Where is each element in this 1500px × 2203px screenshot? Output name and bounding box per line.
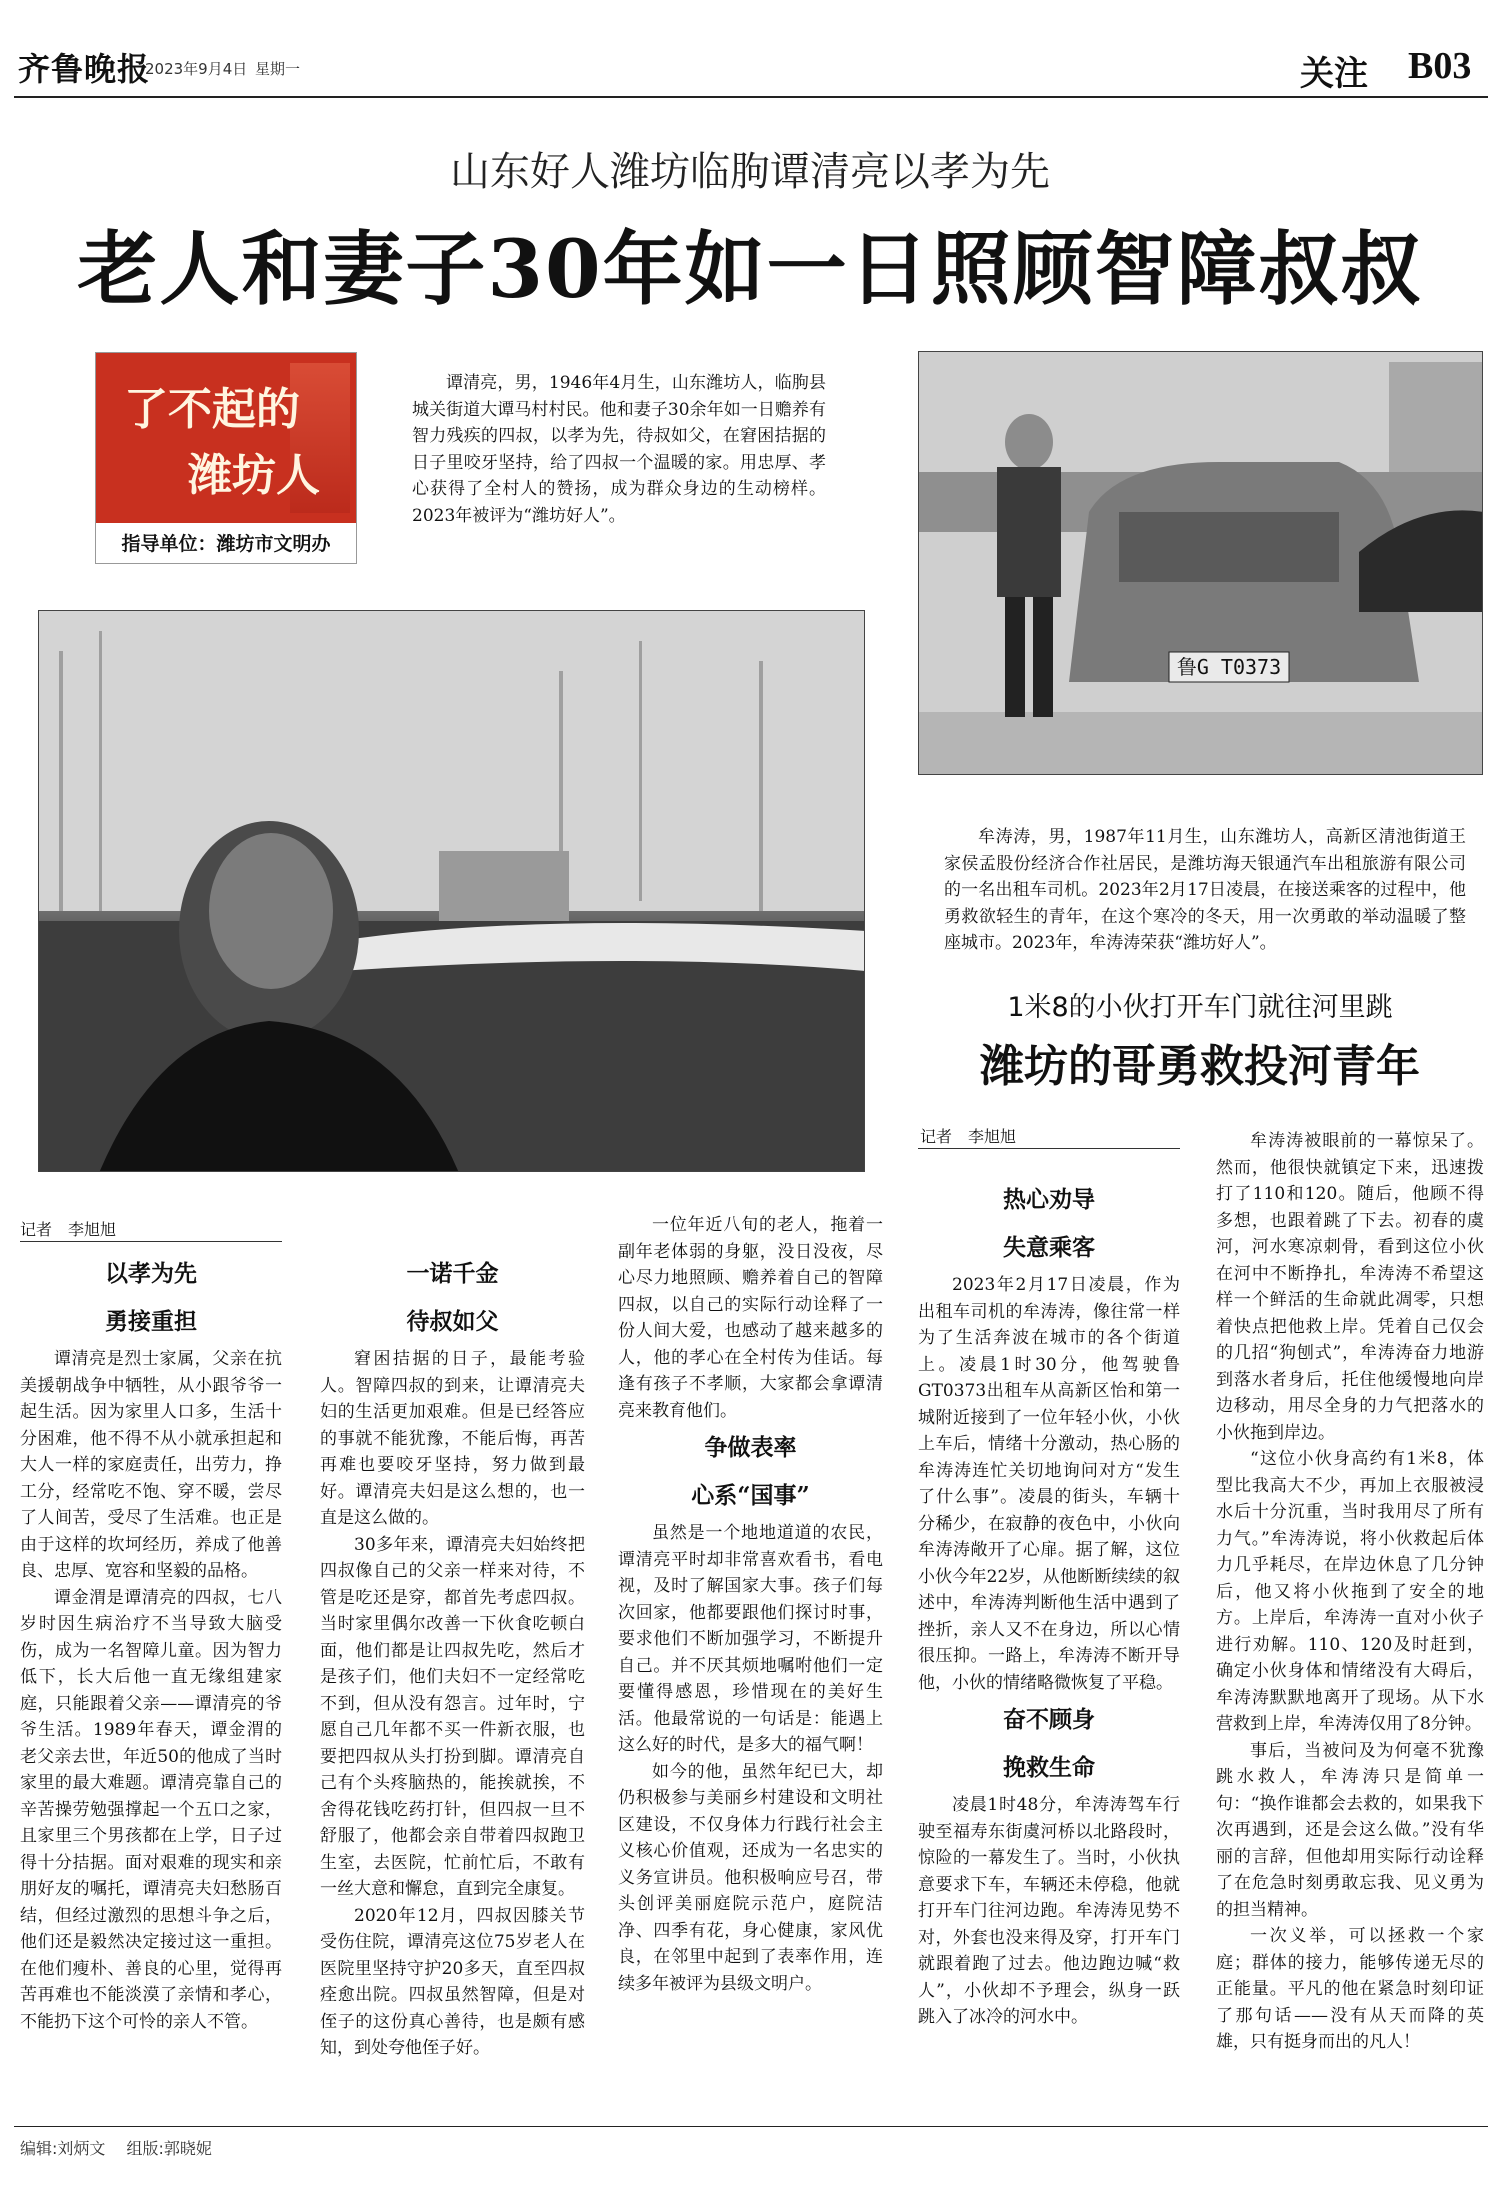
subhead: 一诺千金 xyxy=(406,1260,499,1287)
masthead-logo: 齐鲁晚报 xyxy=(18,50,151,88)
story1-byline-rule xyxy=(20,1241,282,1242)
paragraph: 2020年12月，四叔因膝关节受伤住院，谭清亮这位75岁老人在医院里坚持守护20多天，直至四叔痊愈出院。四叔虽然智障，但是对侄子的这份真心善待，也是颇有感知，到处夸他侄子好。 xyxy=(320,1905,585,2058)
subhead: 挽救生命 xyxy=(1003,1754,1095,1781)
section-name: 关注 xyxy=(1300,54,1368,94)
paragraph: 谭金渭是谭清亮的四叔，七八岁时因生病治疗不当导致大脑受伤，成为一名智障儿童。因为智力低下，长大后他一直无缘组建家庭，只能跟着父亲——谭清亮的爷爷生活。1989年春天，谭金渭的老父亲去世，年近50的他成了当时家里的最大难题。谭清亮靠自己的辛苦操劳勉强撑起一个五口之家，且家里三个男孩都在上学，日子过得十分拮据。面对艰难的现实和亲朋好友的嘱托，谭清亮夫妇愁肠百结，但经过激烈的思想斗争之后，他们还是毅然决定接过这一重担。在他们瘦朴、善良的心里，觉得再苦再难也不能淡漠了亲情和孝心，不能扔下这个可怜的亲人不管。 xyxy=(20,1587,282,2032)
paragraph: 如今的他，虽然年纪已大，却仍积极参与美丽乡村建设和文明社区建设，不仅身体力行践行社会主义核心价值观，还成为一名忠实的义务宣讲员。他积极响应号召，带头创评美丽庭院示范户，庭院洁净、四季有花，身心健康，家风优良，在邻里中起到了表率作用，连续多年被评为县级文明户。 xyxy=(618,1761,883,1994)
story1-column-2 xyxy=(320,1250,585,2062)
story2-photo-illustration xyxy=(919,352,1483,775)
story1-photo-illustration xyxy=(39,611,865,1172)
story2-column-1 xyxy=(918,1176,1180,2031)
story2-kicker: 1米8的小伙打开车门就往河里跳 xyxy=(1007,992,1393,1023)
footer-rule xyxy=(14,2126,1488,2127)
paragraph: 窘困拮据的日子，最能考验人。智障四叔的到来，让谭清亮夫妇的生活更加艰难。但是已经答应的事就不能犹豫，不能后悔，再苦再难也要咬牙坚持，努力做到最好。谭清亮夫妇是这么想的，也一直是这么做的。 xyxy=(320,1349,585,1528)
paragraph: 一次义举，可以拯救一个家庭；群体的接力，能够传递无尽的正能量。平凡的他在紧急时刻印证了那句话——没有从天而降的英雄，只有挺身而出的凡人！ xyxy=(1216,1926,1484,2052)
footer-editor: 编辑:刘炳文 xyxy=(20,2139,106,2158)
issue-weekday: 星期一 xyxy=(255,60,301,78)
story2-column-2 xyxy=(1216,1128,1484,2056)
story1-headline: 老人和妻子30年如一日照顾智障叔叔 xyxy=(77,222,1423,316)
story1-column-3 xyxy=(618,1212,883,1997)
subhead: 勇接重担 xyxy=(105,1308,197,1335)
story2-headline: 潍坊的哥勇救投河青年 xyxy=(980,1041,1420,1092)
subhead: 心系“国事” xyxy=(691,1482,810,1509)
subhead: 热心劝导 xyxy=(1003,1186,1095,1213)
story2-intro: 牟涛涛，男，1987年11月生，山东潍坊人，高新区清池街道王家侯孟股份经济合作社居民，是潍坊海天银通汽车出租旅游有限公司的一名出租车司机。2023年2月17日凌晨，在接送乘客的过程中，他勇救欲轻生的青年，在这个寒冷的冬天，用一次勇敢的举动温暖了整座城市。2023年，牟涛涛荣获“潍坊好人”。 xyxy=(944,827,1466,953)
story2-byline: 记者 李旭旭 xyxy=(920,1127,1017,1146)
paragraph: 虽然是一个地地道道的农民，谭清亮平时却非常喜欢看书，看电视，及时了解国家大事。孩子们每次回家，他都要跟他们探讨时事，要求他们不断加强学习，不断提升自己。并不厌其烦地嘱咐他们一定要懂得感恩，珍惜现在的美好生活。他最常说的一句话是：能遇上这么好的时代，是多大的福气啊！ xyxy=(618,1523,883,1755)
issue-date: 2023年9月4日 xyxy=(145,60,248,78)
paragraph: “这位小伙身高约有1米8，体型比我高大不少，再加上衣服被浸水后十分沉重，当时我用尽了所有力气。”牟涛涛说，将小伙救起后体力几乎耗尽，在岸边休息了几分钟后，他又将小伙拖到了安全的地方。上岸后，牟涛涛一直对小伙子进行劝解。110、120及时赶到，确定小伙身体和情绪没有大碍后，牟涛涛默默地离开了现场。从下水营救到上岸，牟涛涛仅用了8分钟。 xyxy=(1216,1449,1484,1734)
story1-kicker: 山东好人潍坊临朐谭清亮以孝为先 xyxy=(450,149,1050,195)
badge-title-line1: 了不起的 xyxy=(124,384,300,435)
paragraph: 凌晨1时48分，牟涛涛驾车行驶至福寿东街虞河桥以北路段时，惊险的一幕发生了。当时，小伙执意要求下车，车辆还未停稳，他就打开车门往河边跑。牟涛涛见势不对，外套也没来得及穿，打开车门就跟着跑了过去。他边跑边喊“救人”，小伙却不予理会，纵身一跃跳入了冰冷的河水中。 xyxy=(918,1795,1180,2027)
page-footer xyxy=(20,2136,212,2159)
footer-designer: 组版:郭晓妮 xyxy=(126,2139,212,2158)
paragraph: 事后，当被问及为何毫不犹豫跳水救人，牟涛涛只是简单一句：“换作谁都会去救的，如果我下次再遇到，还是会这么做。”没有华丽的言辞，但他却用实际行动诠释了在危急时刻勇敢忘我、见义勇为的担当精神。 xyxy=(1216,1740,1484,1920)
license-plate: 鲁G T0373 xyxy=(1176,655,1282,679)
badge-title-line2: 潍坊人 xyxy=(188,450,320,501)
header-rule xyxy=(14,96,1488,98)
story1-byline: 记者 李旭旭 xyxy=(20,1220,117,1239)
paragraph: 谭清亮是烈士家属，父亲在抗美援朝战争中牺牲，从小跟爷爷一起生活。因为家里人口多，生活十分困难，他不得不从小就承担起和大人一样的家庭责任，出劳力，挣工分，经常吃不饱、穿不暖，尝尽了人间苦，受尽了生活难。也正是由于这样的坎坷经历，养成了他善良、忠厚、宽容和坚毅的品格。 xyxy=(20,1349,282,1581)
paragraph: 30多年来，谭清亮夫妇始终把四叔像自己的父亲一样来对待，不管是吃还是穿，都首先考虑四叔。当时家里偶尔改善一下伙食吃顿白面，他们都是让四叔先吃，然后才是孩子们，他们夫妇不一定经常吃不到，但从没有怨言。过年时，宁愿自己几年都不买一件新衣服，也要把四叔从头打扮到脚。谭清亮自己有个头疼脑热的，能挨就挨，不舍得花钱吃药打针，但四叔一旦不舒服了，他都会亲自带着四叔跑卫生室，去医院，忙前忙后，不敢有一丝大意和懈怠，直到完全康复。 xyxy=(320,1534,585,1899)
paragraph: 牟涛涛被眼前的一幕惊呆了。然而，他很快就镇定下来，迅速拨打了110和120。随后，他顾不得多想，也跟着跳了下去。初春的虞河，河水寒凉刺骨，看到这位小伙在河中不断挣扎，牟涛涛不希望这样一个鲜活的生命就此凋零，只想着快点把他救上岸。凭着自己仅会的几招“狗刨式”，牟涛涛奋力地游到落水者身后，托住他缓慢地向岸边移动，用尽全身的力气把落水的小伙拖到岸边。 xyxy=(1216,1131,1484,1443)
badge-banner xyxy=(96,353,356,523)
badge-guide-unit: 指导单位：潍坊市文明办 xyxy=(121,533,331,555)
subhead: 待叔如父 xyxy=(406,1308,499,1335)
paragraph: 一位年近八旬的老人，拖着一副年老体弱的身躯，没日没夜，尽心尽力地照顾、赡养着自己的智障四叔，以自己的实际行动诠释了一份人间大爱，也感动了越来越多的人，他的孝心在全村传为佳话。每逢有孩子不孝顺，大家都会拿谭清亮来教育他们。 xyxy=(618,1215,883,1421)
story1-column-1 xyxy=(20,1250,282,2035)
story1-intro: 谭清亮，男，1946年4月生，山东潍坊人，临朐县城关街道大谭马村村民。他和妻子30余年如一日赡养有智力残疾的四叔，以孝为先，待叔如父，在窘困拮据的日子里咬牙坚持，给了四叔一个温暖的家。用忠厚、孝心获得了全村人的赞扬，成为群众身边的生动榜样。2023年被评为“潍坊好人”。 xyxy=(412,373,826,526)
subhead: 失意乘客 xyxy=(1003,1234,1095,1261)
subhead: 奋不顾身 xyxy=(1003,1706,1095,1733)
subhead: 争做表率 xyxy=(704,1434,797,1461)
story2-photo xyxy=(918,351,1483,775)
story1-photo xyxy=(38,610,865,1172)
page-number: B03 xyxy=(1408,45,1472,87)
story2-byline-rule xyxy=(918,1148,1180,1149)
column-badge xyxy=(95,352,357,564)
paragraph: 2023年2月17日凌晨，作为出租车司机的牟涛涛，像往常一样为了生活奔波在城市的各个街道上。凌晨1时30分，他驾驶鲁GT0373出租车从高新区怡和第一城附近接到了一位年轻小伙，小伙上车后，情绪十分激动，热心肠的牟涛涛连忙关切地询问对方“发生了什么事”。凌晨的街头，车辆十分稀少，在寂静的夜色中，小伙向牟涛涛敞开了心扉。据了解，这位小伙今年22岁，从他断断续续的叙述中，牟涛涛判断他生活中遇到了挫折，亲人又不在身边，所以心情很压抑。一路上，牟涛涛不断开导他，小伙的情绪略微恢复了平稳。 xyxy=(918,1275,1180,1693)
subhead: 以孝为先 xyxy=(105,1260,197,1287)
